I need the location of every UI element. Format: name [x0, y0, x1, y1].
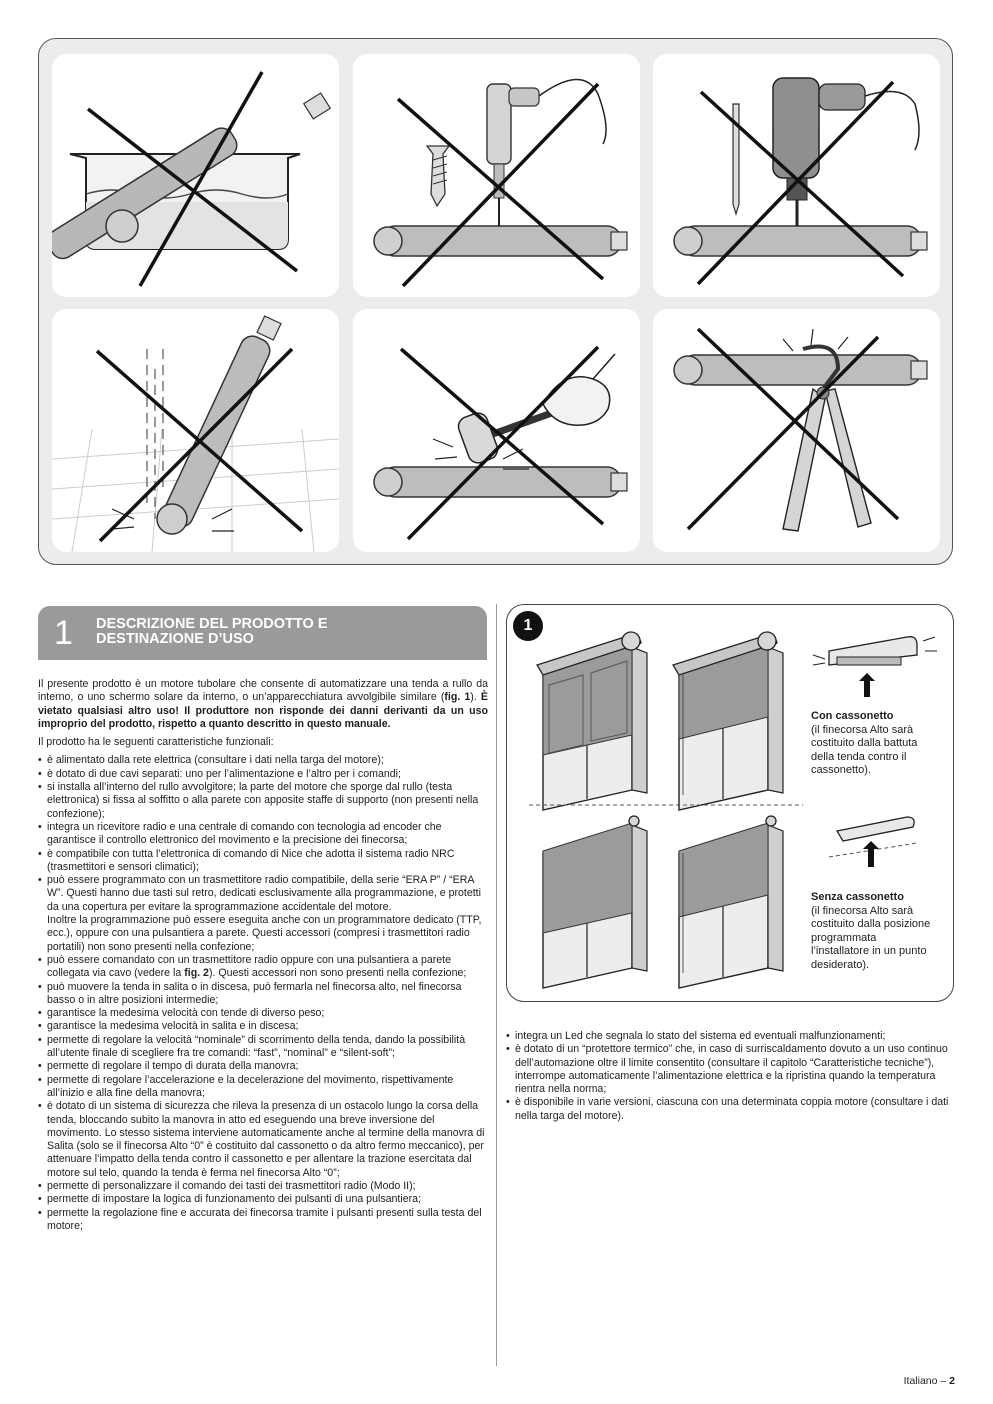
list-item: • è alimentato dalla rete elettrica (consultare i dati nella targa del motore); — [38, 754, 488, 767]
caption-with-box — [811, 710, 937, 778]
fig2-ref: fig. 2 — [184, 967, 209, 980]
list-item: • è disponibile in varie versioni, ciascuna con una determinata coppia motore (consultare i dati nella targa del motore). — [506, 1096, 954, 1123]
intro-text-1: Il presente prodotto è un motore tubolare che consente di automatizzare una tenda a rullo da interno, o uno schermo solare da interno, o un’apparecchiatura avvolgibile similare ( — [38, 678, 488, 704]
list-item: • si installa all’interno del rullo avvolgitore; la parte del motore che sporge dal rullo (testa elettronica) si fissa al soffitto o alla parete con apposite staffe di supporto (non presenti nella confezione); — [38, 781, 488, 821]
intro-fig-ref: fig. 1 — [444, 691, 471, 704]
window-with-box-lowered — [537, 632, 647, 810]
list-item: • permette di personalizzare il comando dei tasti dei trasmettitori radio (Modo II); — [38, 1180, 488, 1193]
dropped-motor-illustration — [52, 309, 339, 552]
screw-in-motor-illustration — [353, 54, 640, 297]
section-title: DESCRIZIONE DEL PRODOTTO E DESTINAZIONE D’USO — [96, 616, 328, 647]
figure-1 — [506, 604, 954, 1002]
no-box-detail — [829, 817, 917, 867]
features-list-right — [506, 1030, 954, 1123]
caption-without-box — [811, 891, 937, 973]
intro-text-2: ). — [470, 691, 481, 704]
column-divider — [496, 604, 497, 1366]
right-column — [506, 1030, 954, 1123]
caption-with-box-title: Con cassonetto — [811, 710, 894, 722]
features-list-left — [38, 754, 488, 1233]
list-item: • è dotato di un “protettore termico” che, in caso di surriscaldamento dovuto a un uso continuo dell’automazione oltre il limite consentito (consultare il capitolo “Caratteristiche tecniche”), interrompe automaticamente l’alimentazione elettrica e la ripristina quando la temperatura rientra nella norma; — [506, 1043, 954, 1096]
hammer-on-motor-illustration — [353, 309, 640, 552]
list-item: • è dotato di un sistema di sicurezza che rileva la presenza di un ostacolo lungo la corsa della tenda, bloccando subito la manovra in atto ed eseguendo una breve inversione del movimento. Lo stesso sistema interviene automaticamente anche al termine della manovra di Salita (solo se il finecorsa Alto “0” è costituito dal cassonetto o da altro fermo meccanico), per attenuare l’impatto della tenda contro il cassonetto e per allentare la trazione esercitata dal motore sul telo, quando la tenda è ferma nel finecorsa Alto “0”; — [38, 1100, 488, 1180]
intro-warning: È vietato qualsiasi altro uso! Il produttore non risponde dei danni derivanti da un uso improprio del prodotto, rispetto a quanto descritto in questo manuale. — [38, 691, 488, 730]
list-item: • garantisce la medesima velocità con tende di diverso peso; — [38, 1007, 488, 1020]
warning-no-pliers — [653, 309, 940, 552]
list-item-continuation: Inoltre la programmazione può essere eseguita anche con un programmatore dedicato (TTP, ecc.), oppure con una pulsantiera a parete. Questi accessori (compresi i trasmettitori radio portatili) non sono presenti nella confezione; — [47, 914, 482, 953]
warning-no-screw — [353, 54, 640, 297]
list-item: • è compatibile con tutta l’elettronica di comando di Nice che adotta il sistema radio NRC (trasmettitori e sensori climatici); — [38, 848, 488, 875]
list-item: • integra un ricevitore radio e una centrale di comando con tecnologia ad encoder che garantisce il controllo elettronico del movimento e la precisione dei finecorsa; — [38, 821, 488, 848]
warning-no-immersion — [52, 54, 339, 297]
caption-with-box-text: (il finecorsa Alto sarà costituito dalla battuta della tenda contro il cassonetto). — [811, 723, 918, 777]
list-item: • garantisce la medesima velocità in salita e in discesa; — [38, 1020, 488, 1033]
footer-language: Italiano – — [903, 1375, 950, 1387]
window-without-box-raised — [679, 816, 783, 988]
list-item: • permette di regolare la velocità “nominale” di scorrimento della tenda, dando la possibilità all’utente finale di scegliere fra tre comandi: “fast”, “nominal” e “silent-soft”; — [38, 1034, 488, 1061]
list-item: • integra un Led che segnala lo stato del sistema ed eventuali malfunzionamenti; — [506, 1030, 954, 1043]
list-item: • può essere programmato con un trasmettitore radio compatibile, della serie “ERA P” / “ERA W”. Questi hanno due tasti sul retro, dedicati esclusivamente alla programmazione, e protetti da una copertura per evitare la sprogrammazione accidentale del motore. Inoltre la programmazione può essere eseguita anche con un programmatore dedicato (TTP, ecc.), oppure con una pulsantiera a parete. Questi accessori (compresi i trasmettitori radio portatili) non sono presenti nella confezione; — [38, 874, 488, 954]
left-column — [38, 678, 488, 1233]
motor-in-water-illustration — [52, 54, 339, 297]
warning-illustration-panel — [38, 38, 953, 565]
drill-into-motor-illustration — [653, 54, 940, 297]
list-item: • permette la regolazione fine e accurata dei finecorsa tramite i pulsanti presenti sulla testa del motore; — [38, 1207, 488, 1234]
list-item: • può essere comandato con un trasmettitore radio oppure con una pulsantiera a parete collegata via cavo (vedere la fig. 2). Questi accessori non sono presenti nella confezione; — [38, 954, 488, 981]
intro-paragraph — [38, 678, 488, 731]
window-with-box-raised — [673, 632, 783, 810]
page-number: 2 — [949, 1375, 955, 1387]
warning-no-hammer — [353, 309, 640, 552]
caption-without-box-title: Senza cassonetto — [811, 891, 904, 903]
list-item: • è dotato di due cavi separati: uno per l’alimentazione e l’altro per i comandi; — [38, 768, 488, 781]
page-footer — [904, 1375, 955, 1387]
list-item: • permette di impostare la logica di funzionamento dei pulsanti di una pulsantiera; — [38, 1193, 488, 1206]
list-item: • permette di regolare l’accelerazione e la decelerazione del movimento, rispettivamente all’inizio e alla fine della manovra; — [38, 1074, 488, 1101]
list-item: • può muovere la tenda in salita o in discesa, può fermarla nel finecorsa alto, nel finecorsa basso o in altre posizioni intermedie; — [38, 981, 488, 1008]
warning-no-drill — [653, 54, 940, 297]
caption-without-box-text: (il finecorsa Alto sarà costituito dalla posizione programmata l’installatore in un punto desiderato). — [811, 904, 931, 971]
box-detail — [813, 637, 937, 697]
window-without-box-lowered — [543, 816, 647, 988]
figure-number-badge: 1 — [513, 611, 543, 641]
list-item: • permette di regolare il tempo di durata della manovra; — [38, 1060, 488, 1073]
section-number: 1 — [54, 614, 73, 652]
warning-no-drop — [52, 309, 339, 552]
features-lead: Il prodotto ha le seguenti caratteristiche funzionali: — [38, 736, 274, 749]
pliers-on-motor-illustration — [653, 309, 940, 552]
section-header — [38, 606, 487, 660]
